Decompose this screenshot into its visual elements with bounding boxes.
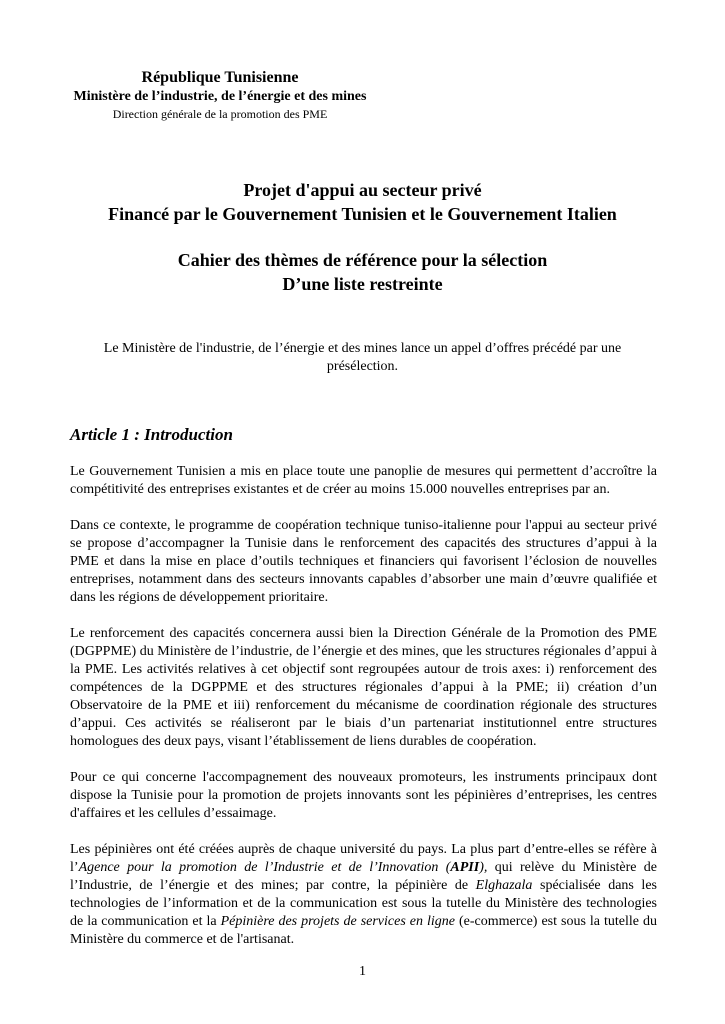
republic-name: République Tunisienne [141,69,299,86]
title-line-4: D’une liste restreinte [282,274,443,294]
p5-text-4: (e-commerce) est sous la tutelle du Ministère du commerce et de l'artisanat. [70,914,657,947]
p5-agency-close: ), [479,860,488,875]
title-line-2: Financé par le Gouvernement Tunisien et le Gouvernement Italien [108,204,617,224]
letterhead [0,68,440,122]
title-line-3: Cahier des thèmes de référence pour la sélection [177,250,548,270]
p5-text-2: qui relève du Ministère de l’Industrie, de l’énergie et des mines; par contre, la pépinière de [70,860,658,893]
ministry-name: Ministère de l’industrie, de l’énergie et des mines [73,89,367,104]
title-line-1: Projet d'appui au secteur privé [243,180,482,200]
p5-online-incubator: Pépinière des projets de services en ligne [220,914,455,929]
paragraph-1: Le Gouvernement Tunisien a mis en place toute une panoplie de mesures qui permettent d’accroître la compétitivité des entreprises existantes et de créer au moins 15.000 nouvelles entreprises par an. [70,464,657,497]
p5-elghazala: Elghazala [475,878,533,893]
p5-agency-acronym: APII [450,860,480,875]
article-heading: Article 1 : Introduction [70,425,233,444]
paragraph-2: Dans ce contexte, le programme de coopération technique tuniso-italienne pour l'appui au secteur privé se propose d’accompagner la Tunisie dans le renforcement des capacités des structures d’appui à la PME et dans la mise en place d’outils techniques et financiers qui favorisent l’éclosion de nouvelles entreprises, notamment dans des secteurs innovants capables d’absorber une main d’œuvre qualifiée et dans les régions de développement prioritaire. [70,518,657,605]
paragraph-4: Pour ce qui concerne l'accompagnement des nouveaux promoteurs, les instruments principaux dont dispose la Tunisie pour la promotion de projets innovants sont les pépinières d’entreprises, les centres d'affaires et les cellules d’essaimage. [70,770,657,821]
document-titles [0,178,725,296]
paragraph-5 [70,841,657,949]
p5-text-3: spécialisée dans les technologies de l’information et de la communication est sous la tutelle du Ministère des technologies de la communication et la [70,878,657,929]
intro-paragraph: Le Ministère de l'industrie, de l’énergie et des mines lance un appel d’offres précédé par une présélection. [103,341,622,374]
page-number: 1 [359,964,366,979]
p5-agency-name: Agence pour la promotion de l’Industrie et de l’Innovation ( [78,860,451,875]
article-body [70,463,657,967]
direction-name: Direction générale de la promotion des PME [112,107,328,121]
p5-text-1: Les pépinières ont été créées auprès de chaque université du pays. La plus part d’entre-elles se réfère à l’ [70,842,657,875]
paragraph-3: Le renforcement des capacités concernera aussi bien la Direction Générale de la Promotion des PME (DGPPME) du Ministère de l’industrie, de l’énergie et des mines, que les structures régionales d’appui à la PME. Les activités relatives à cet objectif sont regroupées autour de trois axes: i) renforcement des compétences de la DGPPME et des structures régionales d’appui à la PME; ii) création d’un Observatoire de la PME et iii) renforcement du mécanisme de coordination régionale des structures d’appui. Ces activités se réaliseront par le biais d’un partenariat institutionnel entre structures homologues des deux pays, visant l’établissement de liens durables de coopération. [70,626,657,749]
